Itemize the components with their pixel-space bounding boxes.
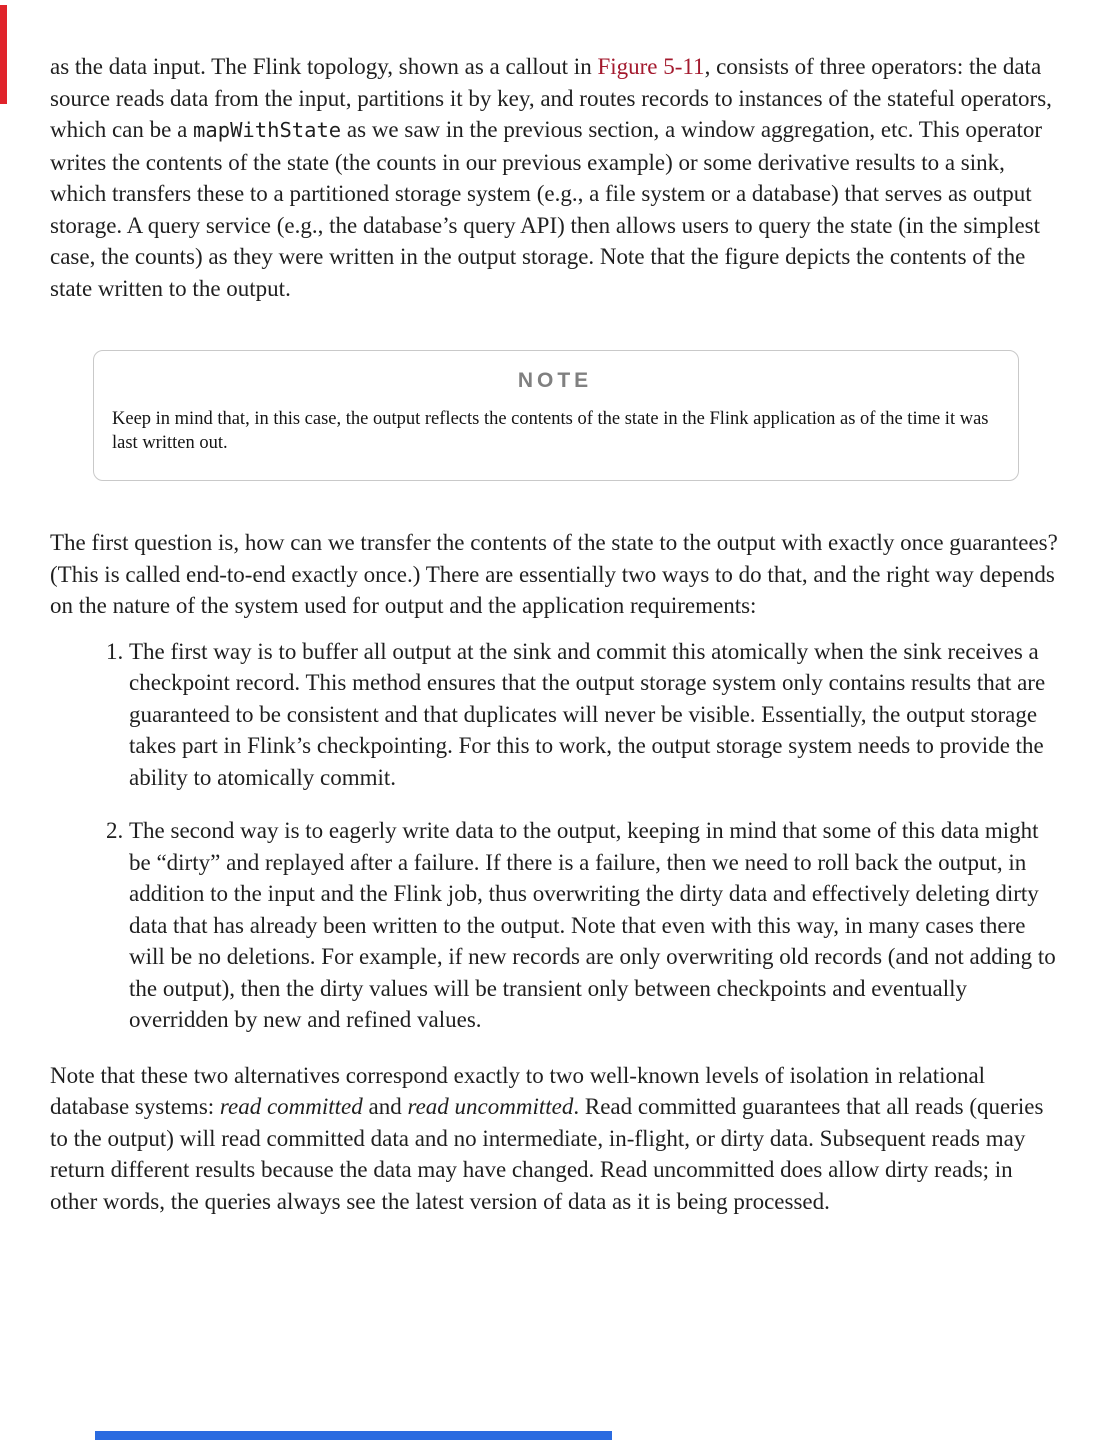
text-segment: Note that these two alternatives correspond exactly to two well-known levels of isolation in relational database systems:: [50, 1062, 986, 1119]
text-segment: as we saw in the previous section, a window aggregation, etc. This operator writes the contents of the state (the counts in our previous example) or some derivative results to a sink, which transfers these to a partitioned storage system (e.g., a file system or a database) that serves as output storage. A query service (e.g., the database’s query API) then allows users to query the state (in the simplest case, the counts) as they were written in the output storage. Note that the figure depicts the contents of the state written to the output.: [50, 117, 1043, 301]
list-item: [106, 636, 1060, 794]
emphasized-text: read committed: [219, 1094, 363, 1119]
list-item: [106, 815, 1060, 1036]
list-item-marker: 1.: [106, 638, 124, 664]
list-item-text: The first way is to buffer all output at the sink and commit this atomically when the sink receives a checkpoint record. This method ensures that the output storage system only contains results that are guaranteed to be consistent and that duplicates will never be visible. Essentially, the output storage takes part in Flink’s checkpointing. For this to work, the output storage system needs to provide the ability to atomically commit.: [129, 638, 1046, 790]
list-item-marker: 2.: [106, 818, 124, 843]
note-box: [93, 350, 1019, 481]
body-paragraph: [50, 51, 1060, 304]
highlight-indicator-bar: [0, 5, 7, 104]
text-segment: . Read committed guarantees that all reads (queries to the output) will read committed data and no intermediate, in-flight, or dirty data. Subsequent reads may return different results because the data may have changed. Read uncommitted does allow dirty reads; in other words, the queries always see the latest version of data as it is being processed.: [50, 1094, 1044, 1214]
text-segment: , consists of three operators: the data source reads data from the input, partitions it by key, and routes records to instances of the stateful operators, which can be a: [50, 54, 1052, 142]
text-segment: and: [362, 1094, 408, 1119]
figure-reference-link[interactable]: Figure 5-11: [597, 54, 705, 79]
emphasized-text: read uncommitted: [407, 1094, 574, 1119]
text-segment: as the data input. The Flink topology, shown as a callout in: [50, 54, 598, 79]
note-title: NOTE: [517, 369, 593, 392]
body-paragraph: [50, 1060, 1060, 1218]
list-item-text: The second way is to eagerly write data to the output, keeping in mind that some of this data might be “dirty” and replayed after a failure. If there is a failure, then we need to roll back the output, in addition to the input and the Flink job, thus overwriting the dirty data and effectively deleting dirty data that has already been written to the output. Note that even with this way, in many cases there will be no deletions. For example, if new records are only overwriting old records (and not adding to the output), then the dirty values will be transient only between checkpoints and eventually overridden by new and refined values.: [129, 818, 1056, 1032]
body-paragraph: The first question is, how can we transfer the contents of the state to the output with exactly once guarantees? (This is called end-to-end exactly once.) There are essentially two ways to do that, and the right way depends on the nature of the system used for output and the application requirements:: [50, 530, 1058, 618]
inline-code: mapWithState: [193, 118, 342, 142]
selection-highlight-bar: [95, 1431, 612, 1440]
note-body-text: Keep in mind that, in this case, the output reflects the contents of the state in the Flink application as of the time it was last written out.: [112, 409, 989, 453]
ordered-list: [106, 636, 1060, 1036]
